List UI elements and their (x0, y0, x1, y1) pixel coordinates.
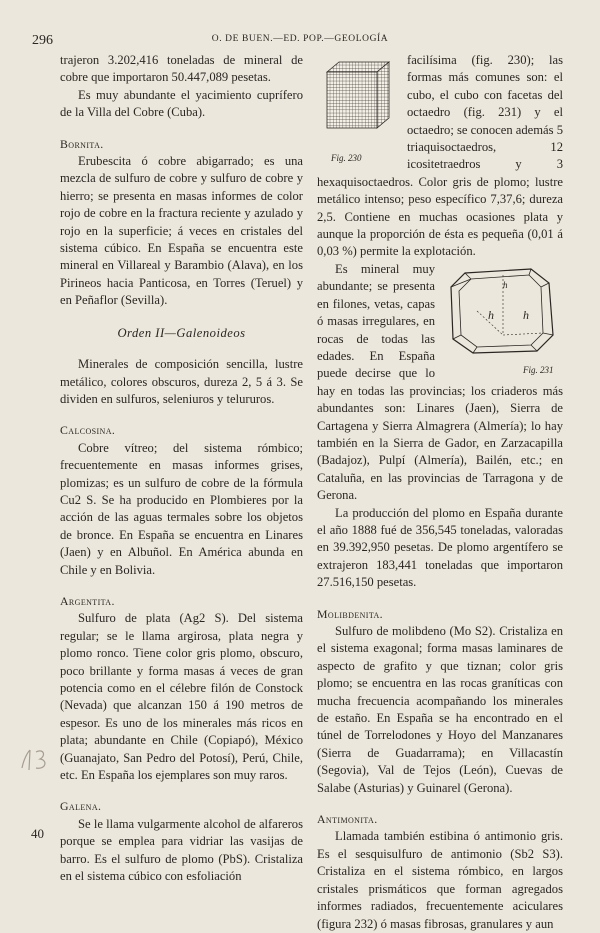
page-number: 296 (32, 33, 53, 48)
figure-231-face-label: h (488, 307, 494, 322)
paragraph-calcosina: Cobre vítreo; del sistema rómbico; frecuentemente en masas informes grises, plomizas; es un sulfuro de cobre de la fórmula Cu2 S. Se ha producido en Plombieres por la acción de las aguas termales sobre los objetos de bronce. En España se encuentra en Linares (Jaen) y en Albuñol. En América abunda en Chile y en Bolivia. (60, 440, 303, 577)
paragraph: La producción del plomo en España durante el año 1888 fué de 356,545 toneladas, valoradas en 39.392,950 pesetas. De plomo argentífero se extrajeron 183,441 toneladas que importaron 27.516,150 pesetas. (317, 505, 563, 590)
margin-pencil-note (18, 744, 58, 774)
paragraph-molibdenita: Sulfuro de molibdeno (Mo S2). Cristaliza en el sistema exagonal; forma masas laminares de aspecto de grafito y que tiznan; color gris plomo; se encuentra en las rocas graníticas con mucha frecuencia acompañando los minerales de estaño. En España se ha encontrado en el túnel de Torrelodones y Hoyo del Manzanares (Sierra de Guadarrama); en Villacastín (Segovia), Val de Tejos (León), Cuevas de Salabe (Asturias) y Guinarel (Gerona). (317, 624, 563, 795)
cube-figure-icon (317, 52, 399, 148)
left-column (60, 52, 303, 885)
section-heading-bornita: Bornita. (60, 136, 104, 151)
paragraph: Es mineral muy abundante; se presenta en filones, vetas, capas ó masas irregulares, en rocas de todas las edades. En España puede decirse que lo hay en todas las provincias; los criaderos más abundantes son: Linares (Jaen), Sierra de Cartagena y Sierra Almagrera (Almería); lo hay también en la Sierra de Gador, en Zarzacapilla (Badajoz), Pulpí (Almería), Bailén, etc.; en Cataluña, en las provincias de Tarragona y de Gerona. (317, 261, 563, 503)
section-heading-calcosina: Calcosina. (60, 423, 116, 438)
section-heading-argentita: Argentita. (60, 593, 115, 608)
figure-231-caption: Fig. 231 (523, 364, 554, 375)
figure-231-face-label: h (523, 307, 529, 322)
running-title: O. DE BUEN.—ED. POP.—GEOLOGÍA (211, 34, 389, 44)
paragraph: Es muy abundante el yacimiento cuprífero de la Villa del Cobre (Cuba). (60, 87, 303, 120)
paragraph-galena: Se le llama vulgarmente alcohol de alfareros porque se emplea para vidriar las vasijas de barro. Es el sulfuro de plomo (PbS). Cristaliza en el sistema cúbico con esfoliación (60, 816, 303, 884)
paragraph-bornita: Erubescita ó cobre abigarrado; es una mezcla de sulfuro de cobre y sulfuro de cobre y hierro; se presenta en masas informes de color rojo de cobre en la fractura reciente y azulado y rojo en la superficie; á veces en cristales del sistema cúbico. En España se encuentra este mineral en Villareal y Barambio (Alava), en los Pirineos hacia Panticosa, en Torres (Teruel) y en Peñaflor (Sevilla). (60, 154, 303, 308)
right-column (317, 52, 563, 933)
handwritten-mark-icon (18, 744, 58, 774)
octahedron-figure-icon (443, 263, 563, 359)
figure-231-face-label: h (503, 279, 508, 290)
paragraph: facilísima (fig. 230); las formas más comunes son: el cubo, el cubo con facetas del octaedro (fig. 231) y el octaedro; se conocen además 5 triaquisoctaedros, 12 icositetraedros y 3 hexaquisoctaedros. Color gris de plomo; lustre metálico intenso; peso específico 7,37,6; dureza 2,5. Contiene en muchas ocasiones plata y aunque la proporción de ésta es pequeña (0,01 á 0,03 %) permite la explotación. (317, 53, 563, 259)
figure-231 (443, 263, 563, 373)
paragraph: trajeron 3.202,416 toneladas de mineral de cobre que importaron 50.447,089 pesetas. (60, 53, 303, 85)
section-heading-molibdenita: Molibdenita. (317, 606, 384, 621)
paragraph-argentita: Sulfuro de plata (Ag2 S). Del sistema regular; se le llama argirosa, plata negra y plomo ronco. Tiene color gris plomo, obscuro, poco brillante y forma masas á veces de gran potencia como en el célebre filón de Constock (Nevada) que alcanzan 150 á 190 metros de espesor. Es uno de los minerales más ricos en plata; abundante en Chile (Copiapó), México (Guanajato, San Pedro del Potosí), Perú, Chile, etc. En España los ejemplares son muy raros. (60, 611, 303, 783)
signature-number: 40 (31, 826, 44, 841)
section-heading-galena: Galena. (60, 799, 102, 814)
figure-230 (317, 52, 399, 162)
section-heading-antimonita: Antimonita. (317, 812, 378, 827)
order-heading: Orden II—Galenoideos (117, 325, 246, 340)
paragraph-order: Minerales de composición sencilla, lustre metálico, colores obscuros, dureza 2, 5 á 3. Se dividen en sulfuros, seleniuros y telururos. (60, 357, 303, 406)
paragraph-antimonita: Llamada también estibina ó antimonio gris. Es el sesquisulfuro de antimonio (Sb2 S3). Cristaliza en el sistema rómbico, en largos cristales prismáticos que forman agregados informes radiados, frecuentemente aciculares (figura 232) ó masas fibrosas, granulares y aun (317, 829, 563, 931)
page-header (30, 33, 570, 49)
figure-230-caption: Fig. 230 (331, 153, 362, 163)
